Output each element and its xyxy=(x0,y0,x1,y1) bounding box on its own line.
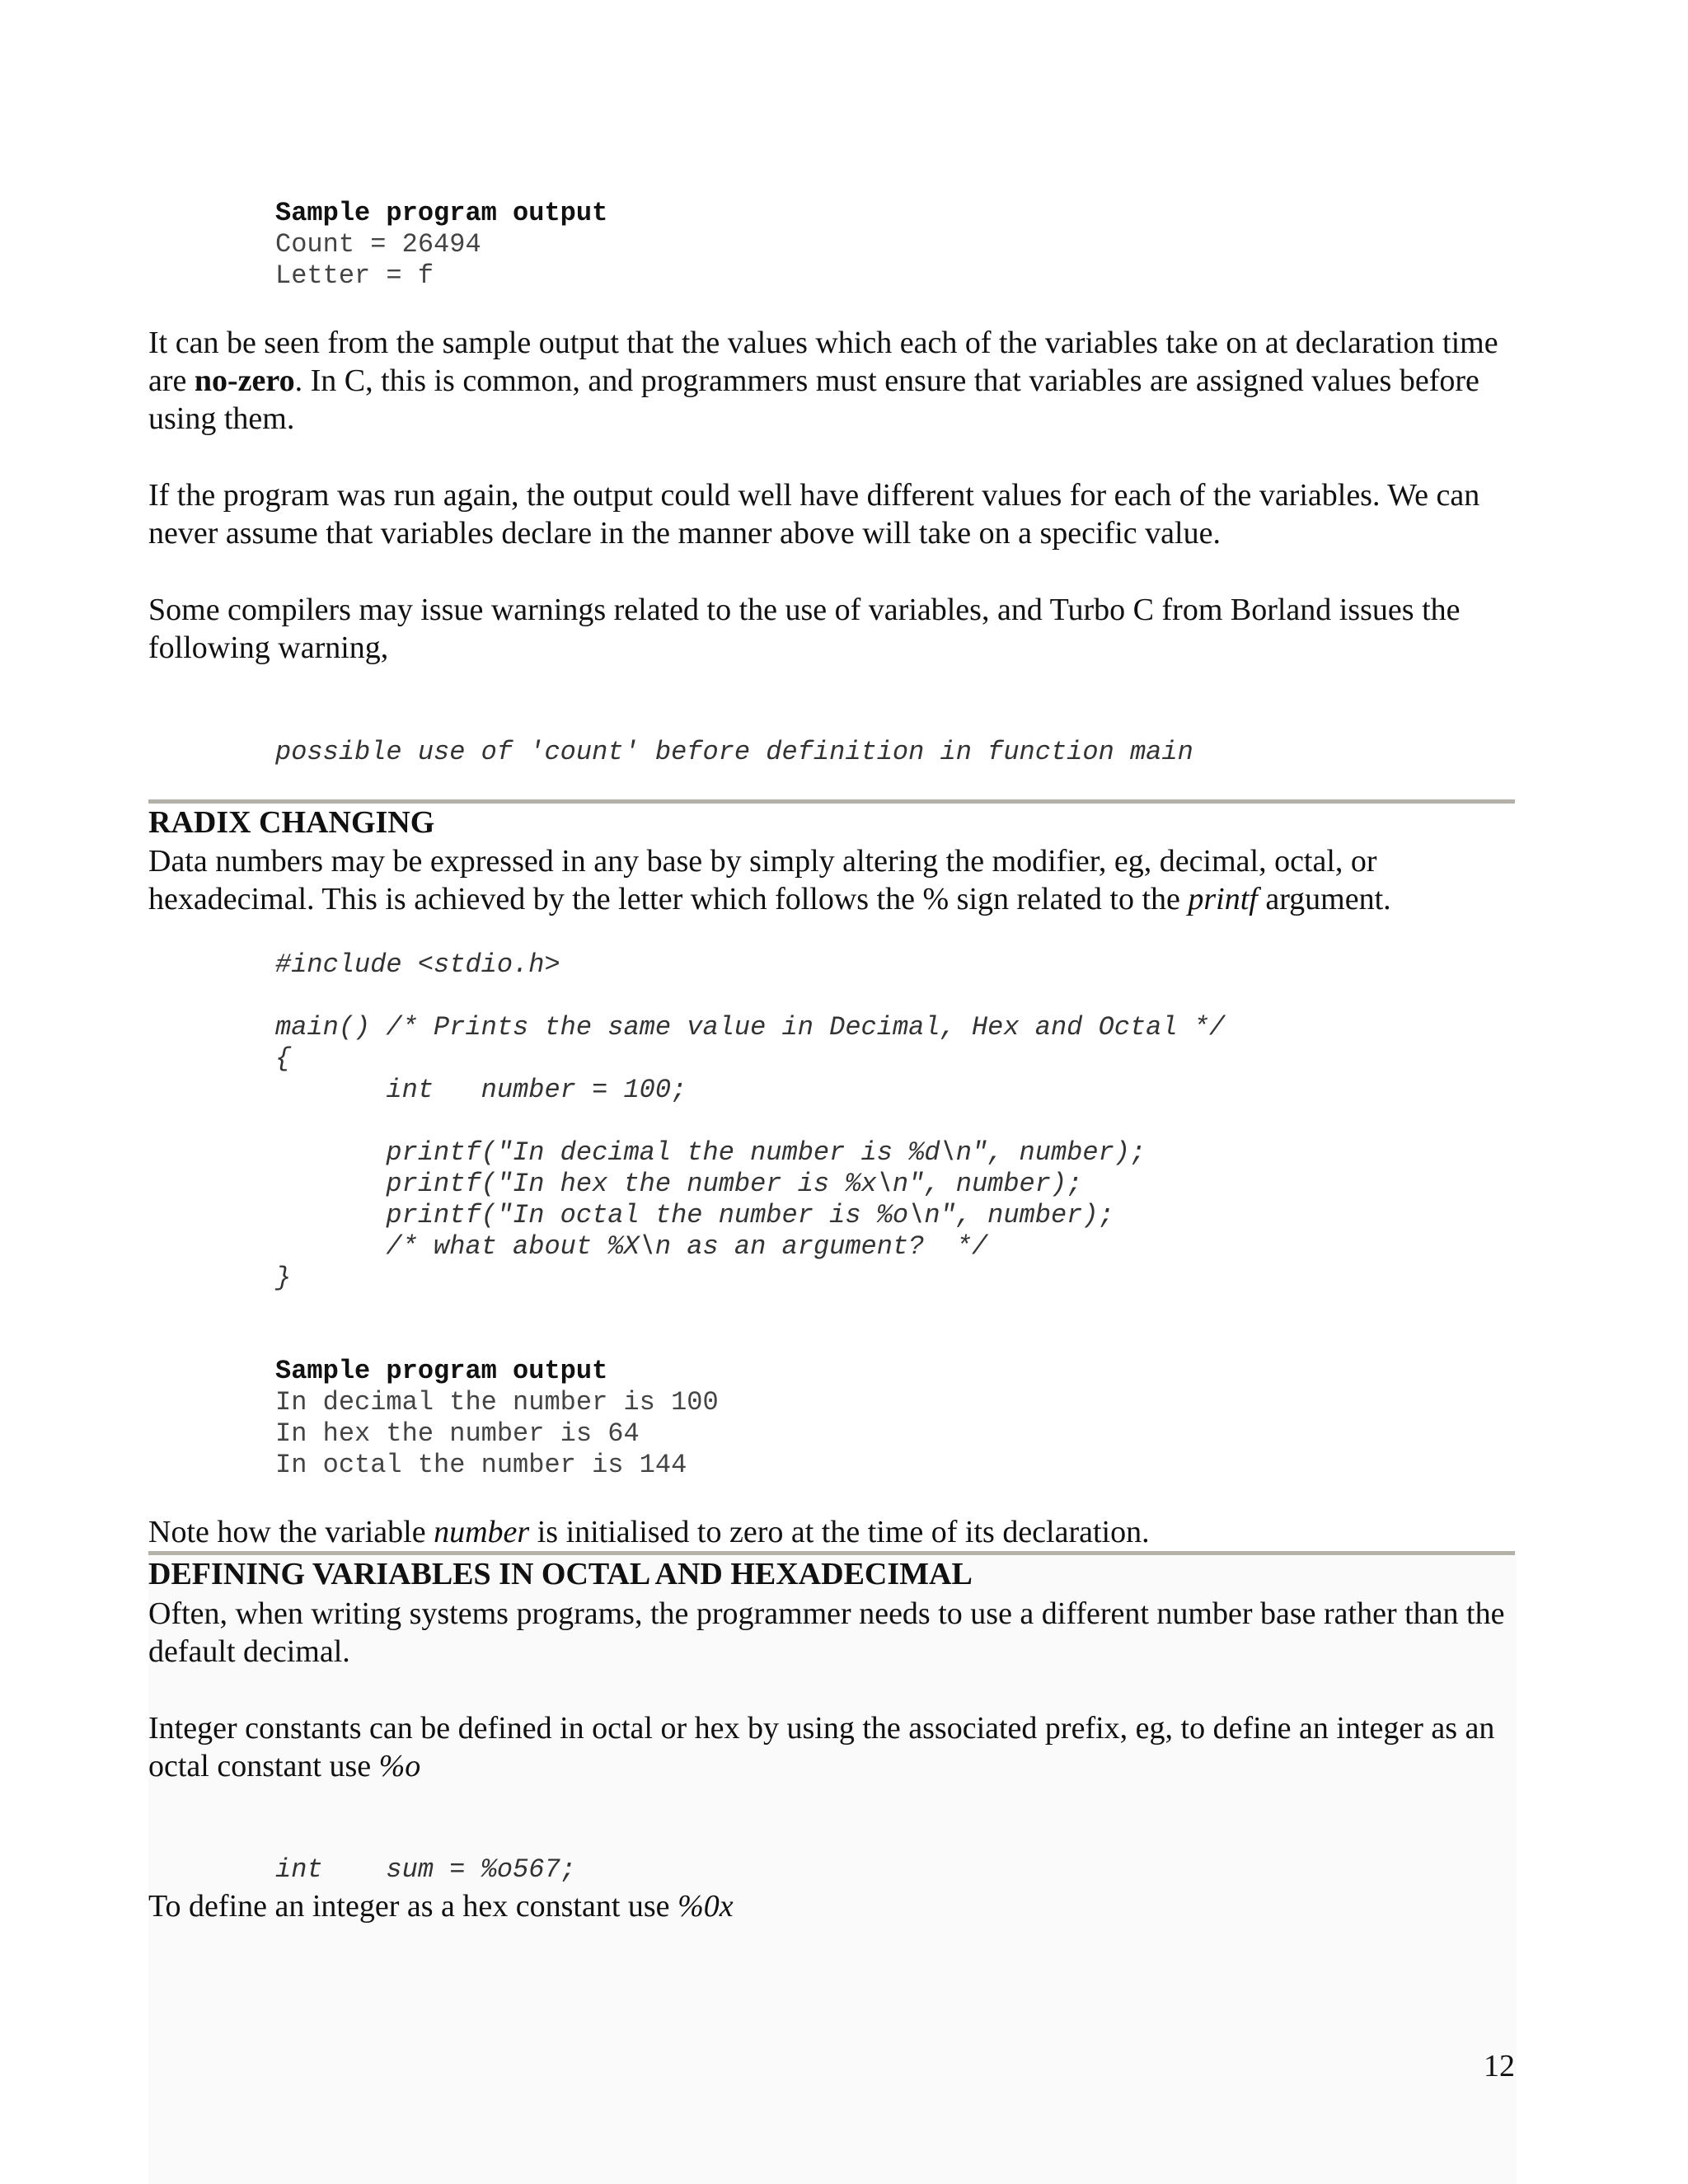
code-line: /* what about %X\n as an argument? */ xyxy=(275,1231,988,1262)
section-heading-defining: DEFINING VARIABLES IN OCTAL AND HEXADECIMAL xyxy=(148,1557,973,1591)
hex-text: To define an integer as a hex constant use xyxy=(148,1889,678,1924)
para1-bold: no-zero xyxy=(194,363,295,398)
code-line: main() /* Prints the same value in Decimal, Hex and Octal */ xyxy=(275,1012,1226,1043)
output-line: Letter = f xyxy=(275,260,434,291)
octal-prefix: %o xyxy=(378,1749,421,1783)
octal-text: Integer constants can be defined in octal or hex by using the associated prefix, eg, to define an integer as an octal constant use xyxy=(148,1711,1495,1783)
code-line: printf("In hex the number is %x\n", number); xyxy=(275,1169,1083,1199)
note-text: Note how the variable xyxy=(148,1515,434,1549)
output-line: In decimal the number is 100 xyxy=(275,1387,719,1418)
note-text-end: is initialised to zero at the time of its declaration. xyxy=(529,1515,1150,1549)
output-line: In hex the number is 64 xyxy=(275,1418,640,1449)
code-block-radix xyxy=(275,949,1225,1294)
radix-text: Data numbers may be expressed in any base by simply altering the modifier, eg, decimal, octal, or hexadecimal. This is achieved by the letter which follows the % sign related to the xyxy=(148,844,1377,916)
top-sample-output xyxy=(275,198,607,292)
code-line: } xyxy=(275,1263,292,1293)
radix-text-end: argument. xyxy=(1257,882,1391,916)
paragraph-octal-constant xyxy=(148,1709,1525,1785)
warning-message: possible use of 'count' before definition in function main xyxy=(275,737,1193,767)
code-line xyxy=(275,981,1225,1012)
code-line: #include <stdio.h> xyxy=(275,949,560,980)
code-line: printf("In octal the number is %o\n", number); xyxy=(275,1200,1114,1230)
paragraph-hex-constant xyxy=(148,1887,1525,1925)
code-line: printf("In decimal the number is %d\n", number); xyxy=(275,1137,1146,1168)
paragraph-note xyxy=(148,1513,1525,1551)
code-line: int number = 100; xyxy=(275,1075,687,1105)
code-line: { xyxy=(275,1043,292,1074)
section-divider xyxy=(148,799,1515,804)
paragraph-declaration-values xyxy=(148,324,1525,438)
paragraph-radix xyxy=(148,842,1525,918)
sample-output-heading: Sample program output xyxy=(275,198,608,228)
output-line: Count = 26494 xyxy=(275,229,481,260)
code-line-octal: int sum = %o567; xyxy=(275,1854,576,1885)
code-line xyxy=(275,1106,1225,1137)
para1-text: It can be seen from the sample output that the values which each of the variables take on at declaration time are xyxy=(148,326,1498,398)
section-divider xyxy=(148,1551,1515,1555)
hex-prefix: %0x xyxy=(678,1889,734,1924)
paragraph-systems-programs: Often, when writing systems programs, the programmer needs to use a different number base rather than the default decimal. xyxy=(148,1596,1505,1669)
output-line: In octal the number is 144 xyxy=(275,1450,687,1480)
para1-text-end: . In C, this is common, and programmers must ensure that variables are assigned values before using them. xyxy=(148,363,1479,436)
sample-output-heading: Sample program output xyxy=(275,1356,608,1386)
note-emphasis: number xyxy=(434,1515,530,1549)
radix-emphasis: printf xyxy=(1188,882,1258,916)
paragraph-run-again: If the program was run again, the output could well have different values for each of the variables. We can never assume that variables declare in the manner above will take on a specific value. xyxy=(148,478,1480,551)
radix-sample-output xyxy=(275,1356,719,1481)
page-number: 12 xyxy=(1484,2049,1515,2083)
section-heading-radix: RADIX CHANGING xyxy=(148,805,435,840)
paragraph-compiler-warnings: Some compilers may issue warnings related to the use of variables, and Turbo C from Borland issues the following warning, xyxy=(148,593,1461,665)
